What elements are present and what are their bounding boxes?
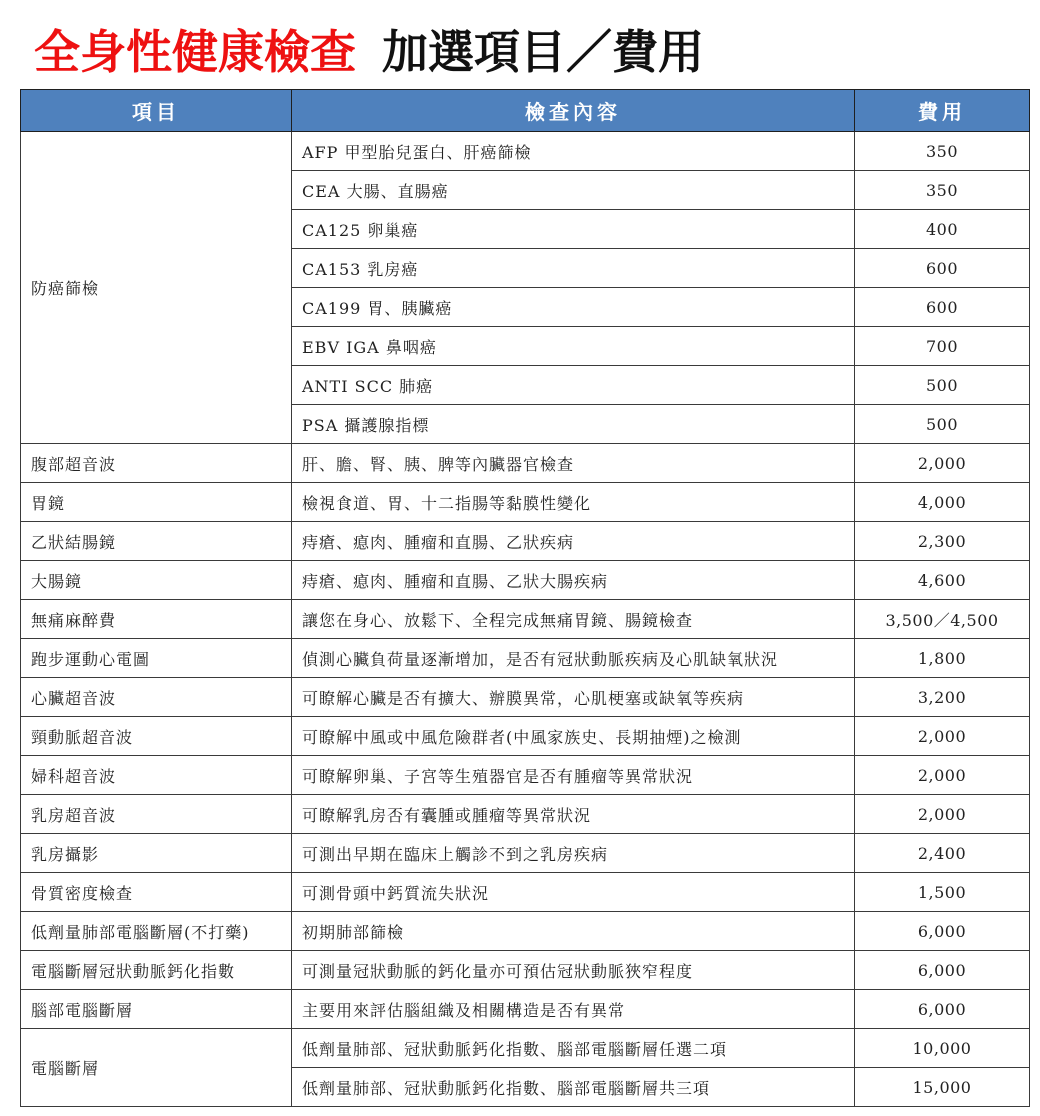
title-sub: 加選項目／費用 xyxy=(382,25,704,79)
fee-cell: 2,000 xyxy=(855,444,1030,483)
table-row xyxy=(21,600,1030,639)
fee-cell: 350 xyxy=(855,132,1030,171)
table-header-row xyxy=(21,90,1030,132)
table-row xyxy=(21,795,1030,834)
content-cell: CEA 大腸、直腸癌 xyxy=(292,171,855,210)
content-cell: 可測出早期在臨床上觸診不到之乳房疾病 xyxy=(292,834,855,873)
page-title xyxy=(34,22,704,82)
table-row xyxy=(21,873,1030,912)
content-cell: 痔瘡、瘜肉、腫瘤和直腸、乙狀大腸疾病 xyxy=(292,561,855,600)
fee-cell: 6,000 xyxy=(855,990,1030,1029)
content-cell: 初期肺部篩檢 xyxy=(292,912,855,951)
header-item: 項目 xyxy=(21,90,292,132)
content-cell: CA199 胃、胰臟癌 xyxy=(292,288,855,327)
item-cell: 腹部超音波 xyxy=(21,444,292,483)
table-row xyxy=(21,678,1030,717)
fee-cell: 350 xyxy=(855,171,1030,210)
fee-cell: 3,500／4,500 xyxy=(855,600,1030,639)
item-cell: 電腦斷層冠狀動脈鈣化指數 xyxy=(21,951,292,990)
item-cell: 頸動脈超音波 xyxy=(21,717,292,756)
table-row xyxy=(21,522,1030,561)
fee-cell: 500 xyxy=(855,366,1030,405)
fee-cell: 700 xyxy=(855,327,1030,366)
fee-cell: 15,000 xyxy=(855,1068,1030,1107)
fee-cell: 2,000 xyxy=(855,717,1030,756)
content-cell: EBV IGA 鼻咽癌 xyxy=(292,327,855,366)
table-row xyxy=(21,990,1030,1029)
fee-cell: 2,300 xyxy=(855,522,1030,561)
content-cell: 痔瘡、瘜肉、腫瘤和直腸、乙狀疾病 xyxy=(292,522,855,561)
table-row xyxy=(21,483,1030,522)
item-cell: 乳房超音波 xyxy=(21,795,292,834)
item-cell: 防癌篩檢 xyxy=(21,132,292,444)
content-cell: 讓您在身心、放鬆下、全程完成無痛胃鏡、腸鏡檢查 xyxy=(292,600,855,639)
table-body xyxy=(21,132,1030,1107)
item-cell: 大腸鏡 xyxy=(21,561,292,600)
content-cell: 檢視食道、胃、十二指腸等黏膜性變化 xyxy=(292,483,855,522)
content-cell: ANTI SCC 肺癌 xyxy=(292,366,855,405)
fee-cell: 2,400 xyxy=(855,834,1030,873)
fee-cell: 1,800 xyxy=(855,639,1030,678)
item-cell: 骨質密度檢查 xyxy=(21,873,292,912)
fee-table xyxy=(20,89,1030,1107)
fee-cell: 6,000 xyxy=(855,951,1030,990)
item-cell: 乙狀結腸鏡 xyxy=(21,522,292,561)
content-cell: 偵測心臟負荷量逐漸增加，是否有冠狀動脈疾病及心肌缺氧狀況 xyxy=(292,639,855,678)
content-cell: CA153 乳房癌 xyxy=(292,249,855,288)
fee-cell: 6,000 xyxy=(855,912,1030,951)
item-cell: 心臟超音波 xyxy=(21,678,292,717)
title-main: 全身性健康檢查 xyxy=(34,25,356,79)
table-row xyxy=(21,444,1030,483)
fee-cell: 400 xyxy=(855,210,1030,249)
content-cell: 可瞭解乳房否有囊腫或腫瘤等異常狀況 xyxy=(292,795,855,834)
fee-cell: 500 xyxy=(855,405,1030,444)
table-row xyxy=(21,1029,1030,1068)
fee-cell: 10,000 xyxy=(855,1029,1030,1068)
table-row xyxy=(21,639,1030,678)
fee-cell: 4,000 xyxy=(855,483,1030,522)
table-row xyxy=(21,132,1030,171)
item-cell: 電腦斷層 xyxy=(21,1029,292,1107)
content-cell: 可瞭解心臟是否有擴大、辦膜異常，心肌梗塞或缺氧等疾病 xyxy=(292,678,855,717)
item-cell: 腦部電腦斷層 xyxy=(21,990,292,1029)
table-row xyxy=(21,717,1030,756)
content-cell: AFP 甲型胎兒蛋白、肝癌篩檢 xyxy=(292,132,855,171)
item-cell: 胃鏡 xyxy=(21,483,292,522)
content-cell: CA125 卵巢癌 xyxy=(292,210,855,249)
content-cell: 可測骨頭中鈣質流失狀況 xyxy=(292,873,855,912)
fee-cell: 3,200 xyxy=(855,678,1030,717)
content-cell: PSA 攝護腺指標 xyxy=(292,405,855,444)
content-cell: 低劑量肺部、冠狀動脈鈣化指數、腦部電腦斷層共三項 xyxy=(292,1068,855,1107)
table-row xyxy=(21,951,1030,990)
content-cell: 可瞭解卵巢、子宮等生殖器官是否有腫瘤等異常狀況 xyxy=(292,756,855,795)
item-cell: 低劑量肺部電腦斷層(不打藥) xyxy=(21,912,292,951)
header-content: 檢查內容 xyxy=(292,90,855,132)
fee-cell: 1,500 xyxy=(855,873,1030,912)
fee-cell: 2,000 xyxy=(855,795,1030,834)
item-cell: 跑步運動心電圖 xyxy=(21,639,292,678)
table-row xyxy=(21,756,1030,795)
content-cell: 低劑量肺部、冠狀動脈鈣化指數、腦部電腦斷層任選二項 xyxy=(292,1029,855,1068)
fee-cell: 600 xyxy=(855,288,1030,327)
content-cell: 肝、膽、腎、胰、脾等內臟器官檢查 xyxy=(292,444,855,483)
item-cell: 無痛麻醉費 xyxy=(21,600,292,639)
fee-cell: 4,600 xyxy=(855,561,1030,600)
content-cell: 可瞭解中風或中風危險群者(中風家族史、長期抽煙)之檢測 xyxy=(292,717,855,756)
header-fee: 費用 xyxy=(855,90,1030,132)
table-row xyxy=(21,834,1030,873)
fee-cell: 2,000 xyxy=(855,756,1030,795)
content-cell: 主要用來評估腦組織及相關構造是否有異常 xyxy=(292,990,855,1029)
table-row xyxy=(21,912,1030,951)
table-row xyxy=(21,561,1030,600)
content-cell: 可測量冠狀動脈的鈣化量亦可預估冠狀動脈狹窄程度 xyxy=(292,951,855,990)
fee-cell: 600 xyxy=(855,249,1030,288)
item-cell: 婦科超音波 xyxy=(21,756,292,795)
item-cell: 乳房攝影 xyxy=(21,834,292,873)
